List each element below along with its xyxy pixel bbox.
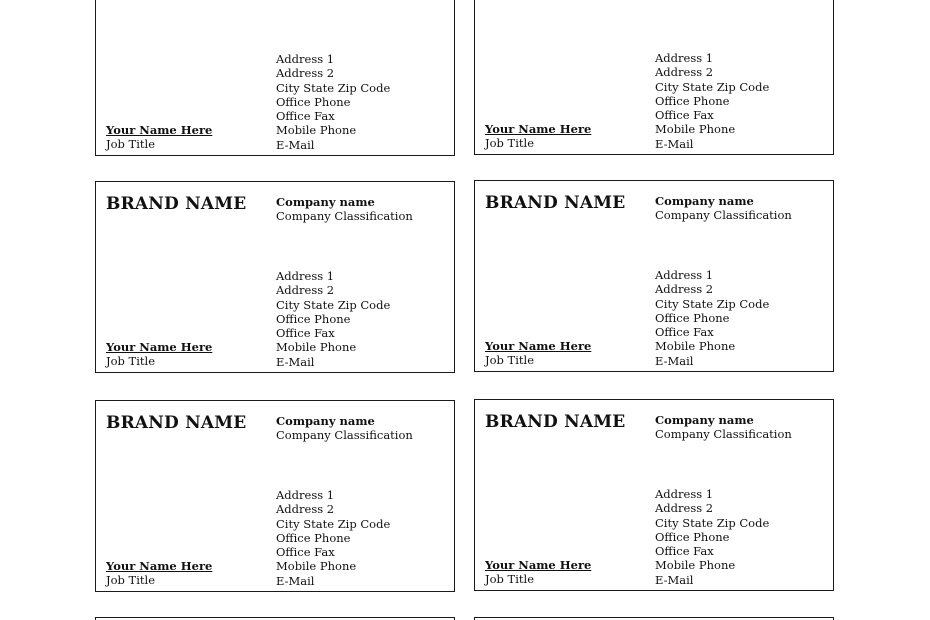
person-block bbox=[106, 123, 212, 152]
address-line: Mobile Phone bbox=[655, 122, 736, 137]
address-line: Office Fax bbox=[655, 544, 714, 559]
person-name: Your Name Here bbox=[106, 340, 213, 354]
person-block bbox=[485, 339, 591, 368]
job-title: Job Title bbox=[106, 354, 156, 369]
address-line: City State Zip Code bbox=[655, 296, 770, 311]
address-line: Address 2 bbox=[655, 282, 714, 297]
job-title: Job Title bbox=[485, 572, 535, 587]
address-line: Mobile Phone bbox=[655, 339, 736, 354]
person-name: Your Name Here bbox=[485, 339, 592, 353]
brand-name: BRAND NAME bbox=[485, 193, 626, 213]
address-line: Address 2 bbox=[276, 502, 335, 517]
address-line: Mobile Phone bbox=[276, 340, 357, 355]
company-name: Company name bbox=[276, 414, 375, 428]
address-line: Address 1 bbox=[655, 51, 714, 65]
company-classification: Company Classification bbox=[276, 428, 413, 443]
address-line: Address 2 bbox=[655, 501, 714, 516]
address-block bbox=[655, 51, 769, 151]
company-name: Company name bbox=[276, 195, 375, 209]
address-line: Mobile Phone bbox=[276, 123, 357, 138]
address-line: E-Mail bbox=[276, 573, 315, 588]
address-block bbox=[655, 268, 769, 368]
address-block bbox=[655, 487, 769, 587]
address-line: Office Phone bbox=[655, 93, 730, 108]
company-name: Company name bbox=[655, 194, 754, 208]
address-line: Address 1 bbox=[655, 268, 714, 282]
address-line: Address 1 bbox=[276, 269, 335, 283]
job-title: Job Title bbox=[485, 136, 535, 151]
company-name: Company name bbox=[655, 413, 754, 427]
address-line: Office Fax bbox=[655, 325, 714, 340]
person-block bbox=[485, 558, 591, 587]
address-block bbox=[276, 488, 390, 588]
person-block bbox=[106, 340, 212, 369]
address-line: City State Zip Code bbox=[276, 516, 391, 531]
person-name: Your Name Here bbox=[106, 123, 213, 137]
address-line: Address 1 bbox=[655, 487, 714, 501]
address-line: Address 2 bbox=[276, 283, 335, 298]
address-line: Office Phone bbox=[276, 94, 351, 109]
job-title: Job Title bbox=[106, 137, 156, 152]
address-line: Office Fax bbox=[655, 108, 714, 123]
address-line: Office Phone bbox=[655, 310, 730, 325]
address-line: E-Mail bbox=[276, 137, 315, 152]
brand-name: BRAND NAME bbox=[485, 412, 626, 432]
address-line: E-Mail bbox=[276, 354, 315, 369]
job-title: Job Title bbox=[106, 573, 156, 588]
address-line: Address 1 bbox=[276, 488, 335, 502]
address-line: Mobile Phone bbox=[276, 559, 357, 574]
business-card-2 bbox=[474, 0, 834, 155]
address-line: City State Zip Code bbox=[276, 80, 391, 95]
business-card-1 bbox=[95, 0, 455, 156]
address-line: Office Phone bbox=[276, 530, 351, 545]
company-classification: Company Classification bbox=[655, 427, 792, 442]
business-card-3 bbox=[95, 181, 455, 373]
address-line: Address 1 bbox=[276, 52, 335, 66]
address-line: City State Zip Code bbox=[655, 515, 770, 530]
person-name: Your Name Here bbox=[485, 122, 592, 136]
company-block bbox=[655, 413, 792, 442]
address-line: Office Fax bbox=[276, 545, 335, 560]
person-name: Your Name Here bbox=[485, 558, 592, 572]
company-block bbox=[276, 414, 413, 443]
company-block bbox=[276, 195, 413, 224]
company-classification: Company Classification bbox=[655, 208, 792, 223]
address-block bbox=[276, 269, 390, 369]
person-name: Your Name Here bbox=[106, 559, 213, 573]
address-line: City State Zip Code bbox=[655, 79, 770, 94]
brand-name: BRAND NAME bbox=[106, 194, 247, 214]
brand-name: BRAND NAME bbox=[106, 413, 247, 433]
address-line: E-Mail bbox=[655, 572, 694, 587]
business-card-4 bbox=[474, 180, 834, 372]
address-block bbox=[276, 52, 390, 152]
person-block bbox=[485, 122, 591, 151]
address-line: Address 2 bbox=[655, 65, 714, 80]
company-classification: Company Classification bbox=[276, 209, 413, 224]
address-line: Mobile Phone bbox=[655, 558, 736, 573]
address-line: Address 2 bbox=[276, 66, 335, 81]
person-block bbox=[106, 559, 212, 588]
company-block bbox=[655, 194, 792, 223]
business-card-5 bbox=[95, 400, 455, 592]
address-line: City State Zip Code bbox=[276, 297, 391, 312]
address-line: E-Mail bbox=[655, 353, 694, 368]
business-card-6 bbox=[474, 399, 834, 591]
address-line: Office Fax bbox=[276, 326, 335, 341]
address-line: Office Fax bbox=[276, 109, 335, 124]
address-line: E-Mail bbox=[655, 136, 694, 151]
address-line: Office Phone bbox=[276, 311, 351, 326]
address-line: Office Phone bbox=[655, 529, 730, 544]
job-title: Job Title bbox=[485, 353, 535, 368]
